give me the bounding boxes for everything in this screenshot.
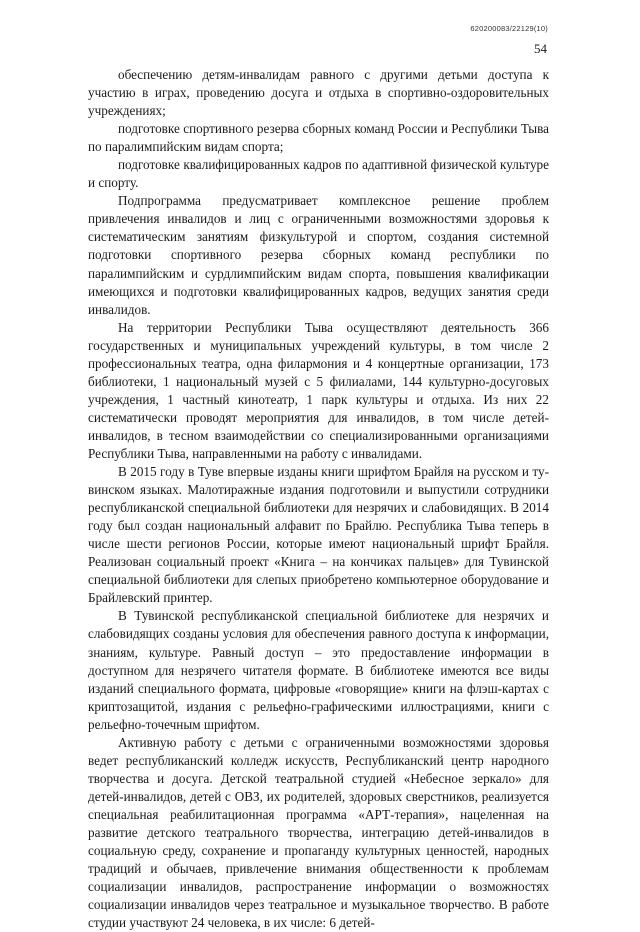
paragraph-subprogram: Подпрограмма предусматривает комплексное решение проблем привлечения инвалидов и лиц с ограниченными возможностями здоровья к систематическим занятиям физкультурой и спортом, создания системной подготовки спортивного резерва сборных команд республики по паралимпийским и сурдлимпийским видам спорта, повышения квалификации имеющихся и подготовки квалифицированных кадров, ведущих занятия среди инвалидов. (88, 193, 549, 317)
paragraph-children-work: Активную работу с детьми с ограниченными возможностями здоровья ведет республиканский колледж искусств, Республиканский центр народного творчества и досуга. Детской театральной студией «Небесное зеркало» для детей-инвалидов, детей с ОВЗ, их родителей, здоровых сверстников, реализуется специальная реабилитационная программа «АРТ-терапия», нацеленная на развитие детского театрального творчества, интеграцию детей-инвалидов в социальную среду, сохранение и пропаганду культурных ценностей, народных традиций и обычаев, привлечение внимания общественности к проблемам социализации инвалидов, распространение информации о возможностях социализации инвалидов через театральное и музыкальное творчество. В работе студии участвуют 24 человека, в их числе: 6 детей- (88, 734, 549, 931)
paragraph-culture-institutions: На территории Республики Тыва осуществляют деятельность 366 государственных и муниципальных учреждений культуры, в том числе 2 профессиональных театра, одна филармония и 4 концертные организации, 173 библиотеки, 1 национальный музей с 5 филиалами, 144 культурно-досуговых учреждения, 1 частный кинотеатр, 1 парк культуры и отдыха. Из них 22 систематически проводят мероприятия для инвалидов, в том числе детей-инвалидов, в тесном взаимодействии со специализированными организациями Республики Тыва, направленными на работу с инвалидами. (88, 319, 549, 461)
paragraph-games-access: обеспечению детям-инвалидам равного с другими детьми доступа к участию в играх, проведению досуга и отдыха в спортивно-оздоровительных учреждениях; (88, 67, 549, 119)
paragraph-special-library: В Тувинской республиканской специальной библиотеке для незрячих и слабовидящих созданы условия для обеспечения равного доступа к информации, знаниям, культуре. Равный доступ – это предоставление информации в доступном для незрячего читателя формате. В библиотеке имеются все виды изданий специального формата, цифровые «говорящие» книги на флэш-картах с криптозащитой, издания с рельефно-графическими иллюстрациями, книги с рельефно-точечным шрифтом. (88, 608, 549, 732)
paragraph-adaptive-staff: подготовке квалифицированных кадров по адаптивной физической культуре и спорту. (88, 157, 549, 191)
paragraph-sport-reserve: подготовке спортивного резерва сборных команд России и Республики Тыва по паралимпийским видам спорта; (88, 121, 549, 155)
body-text (88, 66, 549, 932)
page-number: 54 (534, 41, 547, 56)
document-id: 620200083/22129(10) (470, 24, 548, 33)
paragraph-braille-books: В 2015 году в Туве впервые изданы книги шрифтом Брайля на русском и тувинском языках. Малотиражные издания подготовили и выпустили сотрудники республиканской специальной библиотеки для незрячих и слабовидящих. В 2014 году был создан национальный алфавит по Брайлю. Республика Тыва теперь в числе шести регионов России, которые имеют национальный шрифт Брайля. Реализован социальный проект «Книга – на кончиках пальцев» для Тувинской специальной библиотеки для слепых приобретено компьютерное оборудование и Брайлевский принтер. (88, 464, 549, 606)
